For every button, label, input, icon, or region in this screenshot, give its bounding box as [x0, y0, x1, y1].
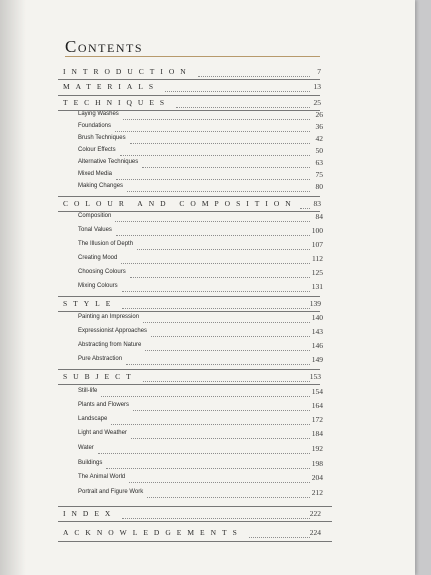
section-rule — [58, 311, 320, 312]
toc-entry-light-and-weather — [0, 429, 415, 443]
dot-leader — [130, 277, 310, 278]
toc-entry-label: Mixed Media — [78, 171, 113, 177]
toc-page-number: 222 — [309, 509, 321, 518]
dot-leader — [122, 291, 310, 292]
toc-entry-label: The Animal World — [78, 474, 126, 480]
dot-leader — [130, 143, 310, 144]
section-rule — [58, 369, 320, 370]
toc-page-number: 36 — [315, 122, 323, 131]
toc-page-number: 42 — [315, 134, 323, 143]
dot-leader — [147, 497, 310, 498]
dot-leader — [126, 364, 310, 365]
toc-entry-pure-abstraction — [0, 355, 415, 369]
dot-leader — [165, 91, 310, 92]
toc-entry-label: Brush Techniques — [78, 135, 126, 141]
toc-section-acknowledgements — [0, 528, 415, 542]
toc-entry-buildings — [0, 459, 415, 473]
dot-leader — [145, 350, 310, 351]
toc-page-number: 100 — [311, 226, 323, 235]
toc-page-number: 154 — [311, 387, 323, 396]
dot-leader — [133, 410, 310, 411]
toc-page-number: 212 — [311, 488, 323, 497]
toc-entry-portrait-and-figure-work — [0, 488, 415, 502]
toc-page-number: 26 — [315, 110, 323, 119]
toc-page-number: 184 — [311, 429, 323, 438]
dot-leader — [127, 191, 310, 192]
toc-entry-label: Foundations — [78, 123, 112, 129]
section-rule — [58, 521, 332, 522]
toc-entry-landscape — [0, 415, 415, 429]
toc-page-number: 83 — [313, 199, 321, 208]
toc-entry-the-animal-world — [0, 473, 415, 487]
toc-entry-label: Composition — [78, 213, 112, 219]
toc-entry-composition — [0, 212, 415, 226]
toc-entry-expressionist-approaches — [0, 327, 415, 341]
toc-entry-label: Laying Washes — [78, 111, 119, 117]
dot-leader — [129, 482, 310, 483]
toc-page-number: 139 — [309, 299, 321, 308]
dot-leader — [123, 119, 310, 120]
dot-leader — [106, 468, 310, 469]
toc-entry-creating-mood — [0, 254, 415, 268]
dot-leader — [116, 235, 310, 236]
dot-leader — [198, 76, 310, 77]
dot-leader — [122, 308, 310, 309]
section-rule — [58, 196, 320, 197]
dot-leader — [143, 322, 310, 323]
section-rule — [58, 79, 320, 80]
dot-leader — [249, 537, 310, 538]
toc-section-materials — [0, 82, 415, 96]
toc-entry-label: COLOUR AND COMPOSITION — [63, 199, 297, 208]
dot-leader — [115, 221, 310, 222]
toc-entry-still-life — [0, 387, 415, 401]
toc-entry-label: Abstracting from Nature — [78, 342, 142, 348]
toc-page-number: 146 — [311, 341, 323, 350]
toc-entry-label: Alternative Techniques — [78, 159, 139, 165]
toc-entry-label: Mixing Colours — [78, 283, 118, 289]
toc-entry-label: Colour Effects — [78, 147, 116, 153]
toc-page-number: 164 — [311, 401, 323, 410]
toc-entry-painting-an-impression — [0, 313, 415, 327]
toc-entry-water — [0, 444, 415, 458]
toc-entry-label: Light and Weather — [78, 430, 127, 436]
toc-page-number: 192 — [311, 444, 323, 453]
toc-entry-plants-and-flowers — [0, 401, 415, 415]
toc-page-number: 172 — [311, 415, 323, 424]
toc-page-number: 131 — [311, 282, 323, 291]
toc-entry-label: TECHNIQUES — [63, 98, 171, 107]
toc-entry-tonal-values — [0, 226, 415, 240]
dot-leader — [142, 167, 310, 168]
toc-page-number: 204 — [311, 473, 323, 482]
dot-leader — [122, 518, 310, 519]
toc-page-number: 125 — [311, 268, 323, 277]
toc-entry-label: Landscape — [78, 416, 108, 422]
dot-leader — [176, 107, 310, 108]
dot-leader — [98, 453, 310, 454]
dot-leader — [101, 396, 310, 397]
toc-page-number: 80 — [315, 182, 323, 191]
section-rule — [58, 506, 332, 507]
section-rule — [58, 296, 320, 297]
toc-entry-label: MATERIALS — [63, 82, 160, 91]
toc-entry-label: Tonal Values — [78, 227, 112, 233]
section-rule — [58, 541, 332, 542]
toc-entry-label: STYLE — [63, 299, 117, 308]
toc-page-number: 50 — [315, 146, 323, 155]
toc-entry-label: Making Changes — [78, 183, 124, 189]
toc-page-number: 149 — [311, 355, 323, 364]
toc-page-number: 112 — [312, 254, 323, 263]
toc-entry-label: INTRODUCTION — [63, 67, 192, 76]
toc-entry-label: Still-life — [78, 388, 98, 394]
toc-page-number: 75 — [315, 170, 323, 179]
dot-leader — [300, 208, 310, 209]
dot-leader — [151, 336, 310, 337]
toc-entry-label: Creating Mood — [78, 255, 118, 261]
dot-leader — [131, 438, 310, 439]
toc-entry-label: Water — [78, 445, 94, 451]
toc-entry-choosing-colours — [0, 268, 415, 282]
toc-entry-abstracting-from-nature — [0, 341, 415, 355]
toc-entry-label: Choosing Colours — [78, 269, 126, 275]
section-rule — [58, 384, 320, 385]
toc-page-number: 198 — [311, 459, 323, 468]
toc-entry-label: Pure Abstraction — [78, 356, 123, 362]
dot-leader — [121, 263, 310, 264]
toc-page-number: 7 — [317, 67, 321, 76]
toc-page-number: 25 — [313, 98, 321, 107]
toc-entry-label: Painting an Impression — [78, 314, 140, 320]
toc-entry-label: Expressionist Approaches — [78, 328, 148, 334]
dot-leader — [120, 155, 310, 156]
toc-entry-label: SUBJECT — [63, 372, 137, 381]
toc-entry-label: The Illusion of Depth — [78, 241, 134, 247]
toc-entry-mixing-colours — [0, 282, 415, 296]
toc-page-number: 13 — [313, 82, 321, 91]
section-rule — [58, 211, 320, 212]
dot-leader — [143, 381, 310, 382]
toc-entry-label: Portrait and Figure Work — [78, 489, 144, 495]
toc-entry-label: INDEX — [63, 509, 117, 518]
dot-leader — [111, 424, 310, 425]
toc-page-number: 224 — [309, 528, 321, 537]
toc-entry-making-changes — [0, 182, 415, 196]
section-rule — [58, 95, 320, 96]
toc-page-number: 140 — [311, 313, 323, 322]
toc-entry-label: Plants and Flowers — [78, 402, 130, 408]
dot-leader — [116, 179, 310, 180]
toc-page-number: 84 — [315, 212, 323, 221]
section-rule — [58, 110, 320, 111]
dot-leader — [115, 131, 310, 132]
toc-entry-the-illusion-of-depth — [0, 240, 415, 254]
page-title: Contents — [65, 37, 144, 56]
toc-page-number: 63 — [315, 158, 323, 167]
toc-page-number: 143 — [311, 327, 323, 336]
toc-entry-label: ACKNOWLEDGEMENTS — [63, 528, 243, 537]
toc-entry-label: Buildings — [78, 460, 103, 466]
toc-page-number: 153 — [309, 372, 321, 381]
toc-page-number: 107 — [311, 240, 323, 249]
dot-leader — [137, 249, 310, 250]
